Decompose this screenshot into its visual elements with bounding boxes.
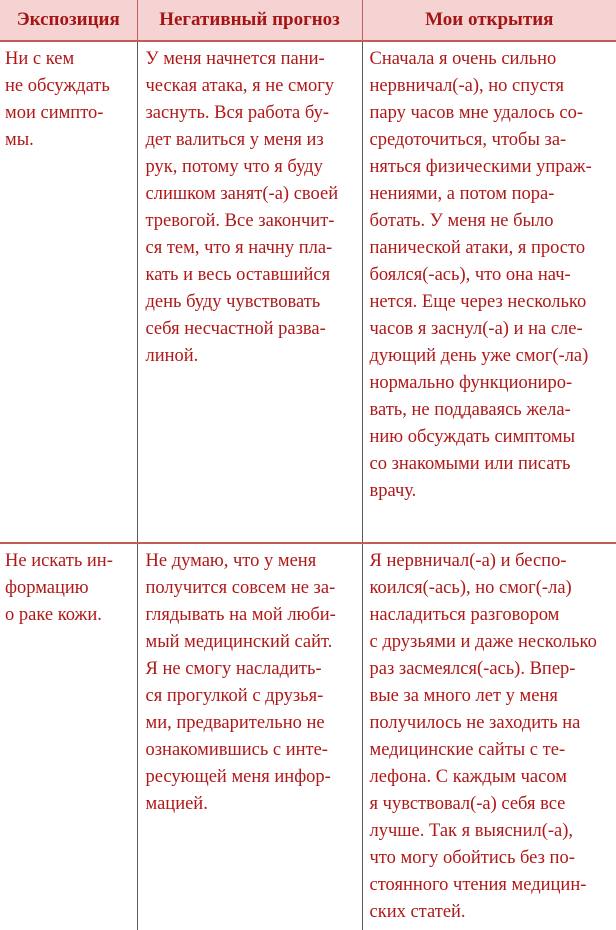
cell-text-line: боялся(-ась), что она нач-	[369, 265, 571, 285]
cell-text-line: не обсуждать	[5, 76, 110, 96]
header-row	[0, 0, 616, 41]
cell-text-line: нормально функциониро-	[369, 373, 573, 393]
cell-text-line: ся прогулкой с друзья-	[145, 686, 324, 706]
cell-text-line: ческая атака, я не смогу	[145, 76, 335, 96]
cell-text-line: глядывать на мой люби-	[145, 605, 336, 625]
cell-text-line: с друзьями и даже несколько	[369, 632, 597, 652]
cell-text-line: Не думаю, что у меня	[145, 551, 317, 571]
cell-text-line: ских статей.	[369, 902, 466, 922]
discoveries-cell	[362, 543, 616, 930]
cell-text-line: ми, предварительно не	[145, 713, 325, 733]
discoveries-cell	[362, 41, 616, 543]
exposition-cell	[0, 543, 137, 930]
table-row	[0, 543, 616, 930]
table-body	[0, 41, 616, 930]
cell-text-line: Я не смогу насладить-	[145, 659, 322, 679]
cell-text-line: заснуть. Вся работа бу-	[145, 103, 329, 123]
header-exposition: Экспозиция	[0, 0, 137, 41]
cell-text-line: насладиться разговором	[369, 605, 560, 625]
cell-text-line: со знакомыми или писать	[369, 454, 571, 474]
cell-text-line: получилось не заходить на	[369, 713, 581, 733]
header-negative-forecast: Негативный прогноз	[137, 0, 362, 41]
cell-text-line: лефона. С каждым часом	[369, 767, 567, 787]
cell-text-line: раз засмеялся(-ась). Впер-	[369, 659, 576, 679]
table-row	[0, 41, 616, 543]
cell-text-line: я чувствовал(-а) себя все	[369, 794, 566, 814]
cell-text-line: мы.	[5, 130, 34, 150]
cell-text-line: медицинские сайты с те-	[369, 740, 566, 760]
cell-text-line: кать и весь оставшийся	[145, 265, 331, 285]
cell-text-line: линой.	[145, 346, 199, 366]
cell-text-line: день буду чувствовать	[145, 292, 321, 312]
cell-text-line: лучше. Так я выяснил(-а),	[369, 821, 574, 841]
cell-text-line: себя несчастной разва-	[145, 319, 326, 339]
cell-text-line: часов я заснул(-а) и на сле-	[369, 319, 583, 339]
cell-text-line: тревогой. Все закончит-	[145, 211, 335, 231]
cell-text-line: получится совсем не за-	[145, 578, 336, 598]
cell-text-line: Я нервничал(-а) и беспо-	[369, 551, 567, 571]
negative-forecast-cell	[137, 41, 362, 543]
cell-text-line: нениями, а потом пора-	[369, 184, 555, 204]
cell-text-line: нется. Еще через несколько	[369, 292, 587, 312]
cell-text-line: слишком занят(-а) своей	[145, 184, 339, 204]
cell-text-line: нию обсуждать симптомы	[369, 427, 576, 447]
cell-text-line: пару часов мне удалось со-	[369, 103, 583, 123]
cell-text-line: ся тем, что я начну пла-	[145, 238, 333, 258]
cell-text-line: стоянного чтения медицин-	[369, 875, 587, 895]
cell-text-line: рук, потому что я буду	[145, 157, 323, 177]
cell-text-line: панической атаки, я просто	[369, 238, 586, 258]
negative-forecast-cell	[137, 543, 362, 930]
header-my-discoveries: Мои открытия	[362, 0, 616, 41]
cell-text-line: средоточиться, чтобы за-	[369, 130, 567, 150]
cell-text-line: мый медицинский сайт.	[145, 632, 333, 652]
cell-text-line: вые за много лет у меня	[369, 686, 558, 706]
cell-text-line: коился(-ась), но смог(-ла)	[369, 578, 572, 598]
cell-text-line: формацию	[5, 578, 89, 598]
cell-text-line: Ни с кем	[5, 49, 75, 69]
cell-text-line: няться физическими упраж-	[369, 157, 592, 177]
cell-text-line: ботать. У меня не было	[369, 211, 554, 231]
exposition-cell	[0, 41, 137, 543]
cell-text-line: дет валиться у меня из	[145, 130, 324, 150]
table-header	[0, 0, 616, 41]
cell-text-line: ознакомившись с инте-	[145, 740, 328, 760]
cell-text-line: вать, не поддаваясь жела-	[369, 400, 571, 420]
cell-text-line: врачу.	[369, 481, 417, 501]
cell-text-line: Сначала я очень сильно	[369, 49, 557, 69]
cell-text-line: У меня начнется пани-	[145, 49, 325, 69]
cell-text-line: мацией.	[145, 794, 208, 814]
cell-text-line: нервничал(-а), но спустя	[369, 76, 564, 96]
cell-text-line: ресующей меня инфор-	[145, 767, 331, 787]
cell-text-line: что могу обойтись без по-	[369, 848, 575, 868]
cell-text-line: о раке кожи.	[5, 605, 102, 625]
cell-text-line: дующий день уже смог(-ла)	[369, 346, 589, 366]
cell-text-line: Не искать ин-	[5, 551, 113, 571]
cell-text-line: мои симпто-	[5, 103, 104, 123]
